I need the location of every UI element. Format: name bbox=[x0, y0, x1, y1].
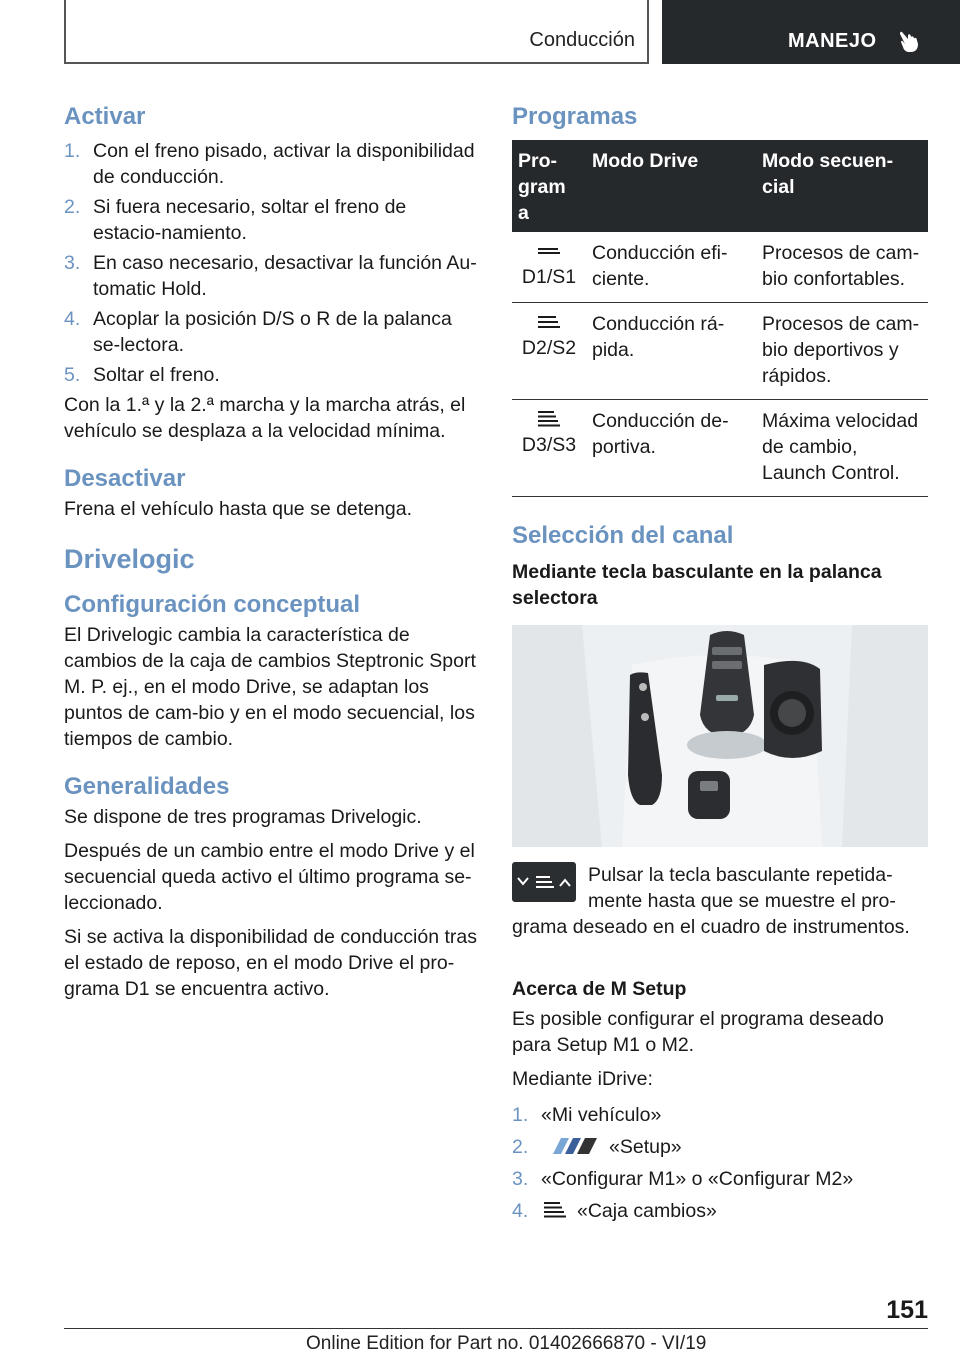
list-item bbox=[64, 306, 478, 358]
generalidades-p1: Se dispone de tres programas Drivelogic. bbox=[64, 806, 422, 828]
step-number: 5. bbox=[64, 364, 81, 386]
step-number: 1. bbox=[512, 1104, 529, 1126]
drive-mode-cell: Conducción efi‐ciente. bbox=[586, 232, 756, 303]
list-item bbox=[512, 1166, 928, 1192]
column-header: Pro‐gram a bbox=[512, 140, 586, 232]
table-header-row bbox=[512, 140, 928, 232]
step-number: 3. bbox=[512, 1168, 529, 1190]
step-text: «Mi vehículo» bbox=[541, 1104, 662, 1126]
left-column bbox=[64, 100, 478, 1002]
msetup-p1: Es posible configurar el programa deseado para Setup M1 o M2. bbox=[512, 1008, 884, 1056]
msetup-steps bbox=[512, 1102, 928, 1224]
pointing-hand-icon bbox=[896, 26, 924, 54]
program-label: D2/S2 bbox=[521, 337, 577, 359]
step-text: Soltar el freno. bbox=[93, 364, 220, 386]
activar-note: Con la 1.ª y la 2.ª marcha y la marcha atrás, el vehículo se desplaza a la velocidad mínima. bbox=[64, 394, 466, 442]
desactivar-text: Frena el vehículo hasta que se detenga. bbox=[64, 498, 412, 520]
heading-generalidades: Generalidades bbox=[64, 773, 230, 800]
drivelogic-1-icon bbox=[536, 240, 562, 262]
header-section-tab bbox=[64, 0, 649, 64]
footer-rule bbox=[64, 1328, 928, 1329]
heading-configuracion: Configuración conceptual bbox=[64, 591, 361, 618]
configuracion-text: El Drivelogic cambia la característica de cambios de la caja de cambios Steptronic Sport M. P. ej., en el modo Drive, se adaptan los puntos de cam‐bio y en el modo secuencial, los tiempos de cambio. bbox=[64, 624, 476, 750]
program-label: D1/S1 bbox=[521, 266, 577, 288]
gearbox-drivelogic-icon bbox=[541, 1199, 569, 1221]
drivelogic-3-icon bbox=[536, 408, 562, 430]
list-item bbox=[512, 1102, 928, 1128]
rocker-switch-icon bbox=[512, 862, 576, 902]
drivelogic-2-icon bbox=[536, 311, 562, 333]
step-text: Con el freno pisado, activar la disponibilidad de conducción. bbox=[93, 140, 475, 188]
drive-mode-cell: Conducción de‐portiva. bbox=[586, 400, 756, 497]
list-item bbox=[64, 250, 478, 302]
program-cell bbox=[512, 400, 586, 497]
table-row bbox=[512, 400, 928, 497]
page-number: 151 bbox=[886, 1296, 928, 1324]
seleccion-subtitle: Mediante tecla basculante en la palanca selectora bbox=[512, 561, 882, 609]
activar-steps bbox=[64, 138, 478, 388]
heading-desactivar: Desactivar bbox=[64, 465, 186, 492]
header-chapter-tab bbox=[662, 0, 960, 64]
step-text: En caso necesario, desactivar la función Au‐tomatic Hold. bbox=[93, 252, 477, 300]
column-header: Modo secuen‐cial bbox=[756, 140, 928, 232]
step-text: Acoplar la posición D/S o R de la palanca se‐lectora. bbox=[93, 308, 452, 356]
list-item bbox=[512, 1134, 928, 1160]
step-number: 3. bbox=[64, 252, 81, 274]
heading-seleccion: Selección del canal bbox=[512, 522, 734, 549]
m-stripes-icon bbox=[545, 1136, 601, 1156]
step-number: 1. bbox=[64, 140, 81, 162]
edition-text: Online Edition for Part no. 01402666870 - VI/19 bbox=[306, 1333, 707, 1354]
list-item bbox=[64, 362, 478, 388]
sequential-mode-cell: Procesos de cam‐bio confortables. bbox=[756, 232, 928, 303]
program-cell bbox=[512, 303, 586, 400]
list-item bbox=[64, 194, 478, 246]
step-number: 4. bbox=[512, 1200, 529, 1222]
table-row bbox=[512, 303, 928, 400]
generalidades-p3: Si se activa la disponibilidad de conducción tras el estado de reposo, en el modo Drive el pro‐grama D1 se encuentra activo. bbox=[64, 926, 477, 1000]
table-row bbox=[512, 232, 928, 303]
list-item bbox=[64, 138, 478, 190]
step-number: 2. bbox=[512, 1136, 529, 1158]
program-cell bbox=[512, 232, 586, 303]
step-number: 2. bbox=[64, 196, 81, 218]
step-text: «Configurar M1» o «Configurar M2» bbox=[541, 1168, 854, 1190]
step-text: «Caja cambios» bbox=[577, 1200, 717, 1222]
console-illustration bbox=[512, 625, 928, 847]
heading-activar: Activar bbox=[64, 103, 146, 130]
center-console-photo bbox=[512, 625, 928, 847]
heading-drivelogic: Drivelogic bbox=[64, 544, 195, 574]
rocker-text: Pulsar la tecla basculante repetida‐mente hasta que se muestre el pro‐grama deseado en el cuadro de instrumentos. bbox=[512, 864, 910, 938]
right-column bbox=[512, 100, 928, 1230]
heading-msetup: Acerca de M Setup bbox=[512, 978, 687, 1000]
msetup-p2: Mediante iDrive: bbox=[512, 1068, 653, 1090]
chapter-title: MANEJO bbox=[788, 30, 877, 52]
sequential-mode-cell: Procesos de cam‐bio deportivos y rápidos. bbox=[756, 303, 928, 400]
column-header: Modo Drive bbox=[586, 140, 756, 232]
section-title: Conducción bbox=[529, 29, 635, 51]
generalidades-p2: Después de un cambio entre el modo Drive y el secuencial queda activo el último programa se‐leccionado. bbox=[64, 840, 475, 914]
step-text: «Setup» bbox=[609, 1136, 682, 1158]
step-number: 4. bbox=[64, 308, 81, 330]
sequential-mode-cell: Máxima velocidad de cambio, Launch Control. bbox=[756, 400, 928, 497]
rocker-instruction bbox=[512, 862, 928, 940]
programs-table bbox=[512, 140, 928, 497]
list-item bbox=[512, 1198, 928, 1224]
heading-programas: Programas bbox=[512, 103, 638, 130]
drive-mode-cell: Conducción rá‐pida. bbox=[586, 303, 756, 400]
step-text: Si fuera necesario, soltar el freno de estacio‐namiento. bbox=[93, 196, 407, 244]
program-label: D3/S3 bbox=[521, 434, 577, 456]
